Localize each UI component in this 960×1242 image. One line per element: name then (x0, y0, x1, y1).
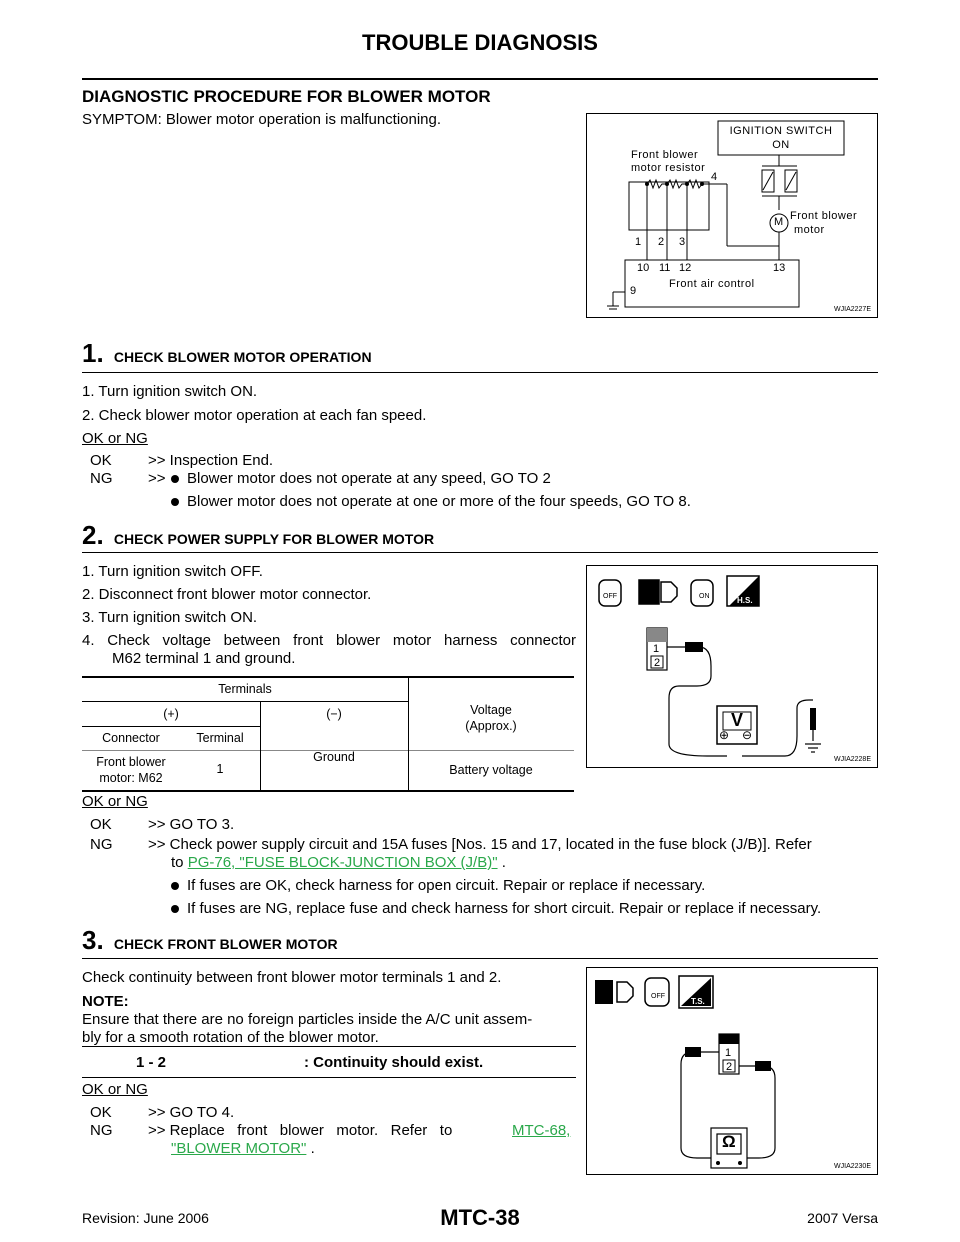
blower-motor-label-2: motor (794, 224, 825, 236)
wiring-diagram-figure (586, 113, 878, 318)
step-title: CHECK POWER SUPPLY FOR BLOWER MOTOR (113, 531, 435, 547)
figure-id: WJIA2228E (834, 756, 871, 763)
minus-header: (−) (326, 707, 342, 721)
terminal-3: 3 (679, 236, 686, 248)
svg-text:T.S.: T.S. (691, 997, 705, 1006)
motor-symbol: M (774, 216, 784, 228)
ng-prefix: >> (148, 470, 166, 487)
ng-label: NG (90, 836, 113, 853)
bullet (171, 475, 179, 483)
resistor-label-2: motor resistor (631, 162, 706, 174)
ok-label: OK (90, 1104, 112, 1121)
terminal-9: 9 (630, 285, 637, 297)
step2-item-4a: 4. Check voltage between front blower motor harness connector (82, 632, 576, 649)
connector-header: Connector (102, 731, 160, 745)
ng-dot: . (501, 854, 506, 871)
step-title: CHECK FRONT BLOWER MOTOR (113, 936, 338, 952)
spec-terminals: 1 - 2 (136, 1054, 167, 1071)
step2-item-4b: M62 terminal 1 and ground. (112, 650, 296, 667)
voltage-header-1: Voltage (470, 703, 512, 717)
step-number: 2. (82, 520, 104, 550)
svg-text:2: 2 (726, 1061, 733, 1073)
voltage-check-figure (586, 565, 878, 768)
ok-result: >> GO TO 4. (148, 1104, 235, 1121)
voltage-table (82, 676, 574, 792)
step3-text: Check continuity between front blower motor terminals 1 and 2. (82, 969, 502, 986)
bullet (171, 882, 179, 890)
section-title: DIAGNOSTIC PROCEDURE FOR BLOWER MOTOR (82, 87, 491, 106)
ok-label: OK (90, 816, 112, 833)
ok-or-ng: OK or NG (82, 430, 148, 447)
symptom-text: SYMPTOM: Blower motor operation is malfunctioning. (82, 111, 442, 128)
continuity-check-figure (586, 967, 878, 1175)
on-icon: ON (699, 593, 710, 600)
connector-value-1: Front blower (96, 755, 166, 769)
ground-cell: Ground (313, 750, 355, 764)
ng-bullet-2: Blower motor does not operate at one or more of the four speeds, GO TO 8. (187, 493, 691, 510)
voltage-header-2: (Approx.) (465, 719, 517, 733)
step-rule (82, 552, 878, 553)
spec-rule-top (82, 1046, 576, 1047)
step-number: 3. (82, 925, 104, 955)
note-line-2: bly for a smooth rotation of the blower motor. (82, 1029, 379, 1046)
terminals-header: Terminals (218, 682, 272, 696)
ignition-switch-state: ON (772, 139, 790, 151)
revision-date: Revision: June 2006 (82, 1210, 209, 1226)
terminal-value: 1 (216, 762, 224, 776)
blower-motor-link-2[interactable]: "BLOWER MOTOR" (171, 1140, 307, 1157)
step2-item-3: 3. Turn ignition switch ON. (82, 609, 258, 626)
ng-result: >> Check power supply circuit and 15A fuses [Nos. 15 and 17, located in the fuse block (J/B)]. Refer (148, 836, 812, 853)
terminal-12: 12 (679, 262, 692, 274)
note-line-1: Ensure that there are no foreign particles inside the A/C unit assem- (82, 1011, 533, 1028)
svg-text:H.S.: H.S. (737, 596, 753, 605)
off-icon: OFF (651, 993, 665, 1000)
bullet (171, 498, 179, 506)
ok-result: >> Inspection End. (148, 452, 274, 469)
terminal-header: Terminal (196, 731, 244, 745)
blower-motor-link-1[interactable]: MTC-68, (512, 1122, 571, 1139)
page-header: TROUBLE DIAGNOSIS (362, 30, 598, 55)
step1-item-1: 1. Turn ignition switch ON. (82, 383, 258, 400)
step2-item-1: 1. Turn ignition switch OFF. (82, 563, 263, 580)
step-rule (82, 958, 878, 959)
step1-item-2: 2. Check blower motor operation at each fan speed. (82, 407, 427, 424)
spec-result: : Continuity should exist. (304, 1054, 484, 1071)
terminal-1: 1 (635, 236, 642, 248)
volt-symbol: V (731, 710, 744, 730)
terminal-10: 10 (637, 262, 650, 274)
ok-or-ng: OK or NG (82, 793, 148, 810)
model-year: 2007 Versa (807, 1210, 878, 1226)
terminal-4: 4 (711, 171, 718, 183)
ng-label: NG (90, 1122, 113, 1139)
step2-item-2: 2. Disconnect front blower motor connector. (82, 586, 372, 603)
bullet (171, 905, 179, 913)
ok-label: OK (90, 452, 112, 469)
front-air-control-label: Front air control (669, 278, 755, 290)
ok-result: >> GO TO 3. (148, 816, 235, 833)
step-rule (82, 372, 878, 373)
spec-rule-bottom (82, 1077, 576, 1078)
plus-header: (+) (163, 707, 179, 721)
terminal-13: 13 (773, 262, 786, 274)
step-number: 1. (82, 338, 104, 368)
ng-to: to (171, 854, 184, 871)
ng-result: >> Replace front blower motor. Refer to (148, 1122, 453, 1139)
off-icon: OFF (603, 593, 617, 600)
blower-motor-label-1: Front blower (790, 210, 858, 222)
resistor-label-1: Front blower (631, 149, 699, 161)
terminal-2: 2 (658, 236, 665, 248)
terminal-11: 11 (659, 262, 671, 274)
svg-text:1: 1 (653, 643, 660, 655)
svg-text:1: 1 (725, 1047, 732, 1059)
ohm-symbol: Ω (722, 1132, 736, 1151)
ng-dot: . (310, 1140, 315, 1157)
header-rule (82, 78, 878, 80)
ng-bullet-2: If fuses are NG, replace fuse and check harness for short circuit. Repair or replace if necessary. (187, 900, 822, 917)
plus-terminal: ⊕ (719, 728, 730, 742)
figure-id: WJIA2227E (834, 306, 871, 313)
battery-voltage-cell: Battery voltage (449, 763, 533, 777)
connector-value-2: motor: M62 (99, 771, 163, 785)
ng-bullet-1: If fuses are OK, check harness for open circuit. Repair or replace if necessary. (187, 877, 706, 894)
fuse-block-link[interactable]: PG-76, "FUSE BLOCK-JUNCTION BOX (J/B)" (187, 854, 498, 871)
minus-terminal: ⊖ (742, 728, 753, 742)
voltage-check-diagram (587, 566, 877, 767)
figure-id: WJIA2230E (834, 1163, 871, 1170)
ng-label: NG (90, 470, 113, 487)
ignition-switch-label: IGNITION SWITCH (729, 125, 833, 137)
step-title: CHECK BLOWER MOTOR OPERATION (113, 349, 372, 365)
svg-text:2: 2 (654, 657, 661, 669)
page-number: MTC-38 (440, 1205, 520, 1230)
note-label: NOTE: (82, 993, 129, 1010)
ng-bullet-1: Blower motor does not operate at any speed, GO TO 2 (187, 470, 551, 487)
ok-or-ng: OK or NG (82, 1081, 148, 1098)
